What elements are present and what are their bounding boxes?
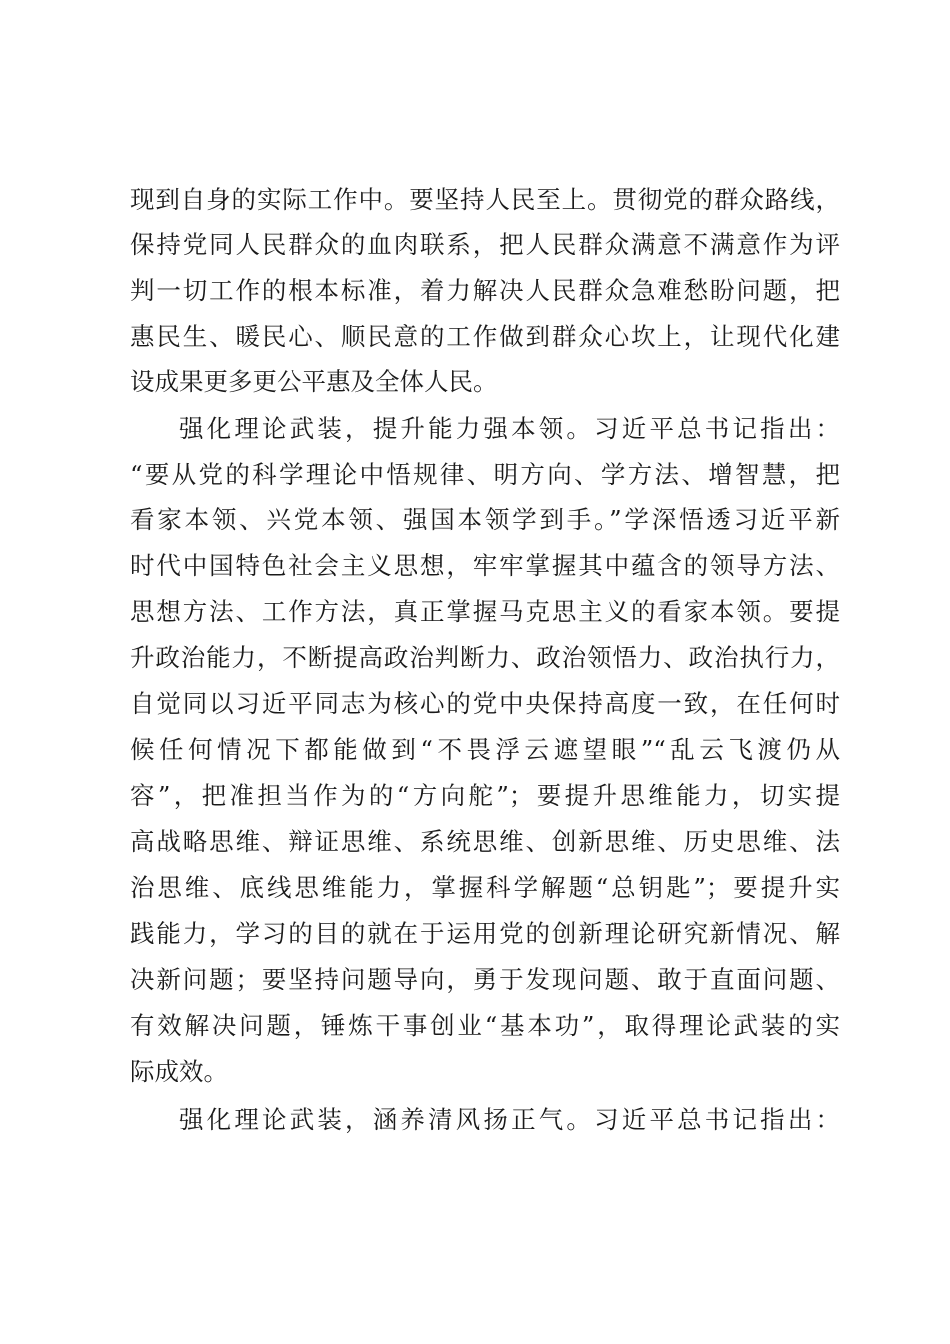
text-line: 惠民生、暖民心、顺民意的工作做到群众心坎上，让现代化建 [130, 322, 840, 351]
text-line: 际成效。 [130, 1057, 228, 1086]
text-line: 看家本领、兴党本领、强国本领学到手。”学深悟透习近平新 [130, 505, 840, 534]
text-line: “要从党的科学理论中悟规律、明方向、学方法、增智慧，把 [130, 460, 840, 489]
text-line: 自觉同以习近平同志为核心的党中央保持高度一致，在任何时 [130, 689, 840, 718]
paragraph-first-line: 强化理论武装，涵养清风扬正气。习近平总书记指出： [179, 1105, 840, 1134]
text-line: 设成果更多更公平惠及全体人民。 [130, 367, 498, 396]
text-line: 升政治能力，不断提高政治判断力、政治领悟力、政治执行力， [130, 643, 840, 672]
text-line: 时代中国特色社会主义思想，牢牢掌握其中蕴含的领导方法、 [130, 551, 840, 580]
text-line: 有效解决问题，锤炼干事创业“基本功”，取得理论武装的实 [130, 1011, 840, 1040]
text-line: 判一切工作的根本标准，着力解决人民群众急难愁盼问题，把 [130, 276, 840, 305]
text-line: 践能力，学习的目的就在于运用党的创新理论研究新情况、解 [130, 919, 840, 948]
text-line: 现到自身的实际工作中。要坚持人民至上。贯彻党的群众路线， [130, 185, 840, 214]
text-line: 容”，把准担当作为的“方向舵”；要提升思维能力，切实提 [130, 781, 840, 810]
text-line: 思想方法、工作方法，真正掌握马克思主义的看家本领。要提 [130, 597, 840, 626]
text-line: 保持党同人民群众的血肉联系，把人民群众满意不满意作为评 [130, 230, 840, 259]
text-line: 治思维、底线思维能力，掌握科学解题“总钥匙”；要提升实 [130, 873, 840, 902]
paragraph-first-line: 强化理论武装，提升能力强本领。习近平总书记指出： [179, 414, 840, 443]
text-line: 高战略思维、辩证思维、系统思维、创新思维、历史思维、法 [130, 827, 840, 856]
text-line: 候任何情况下都能做到“不畏浮云遮望眼”“乱云飞渡仍从 [130, 735, 840, 764]
text-line: 决新问题；要坚持问题导向，勇于发现问题、敢于直面问题、 [130, 965, 840, 994]
